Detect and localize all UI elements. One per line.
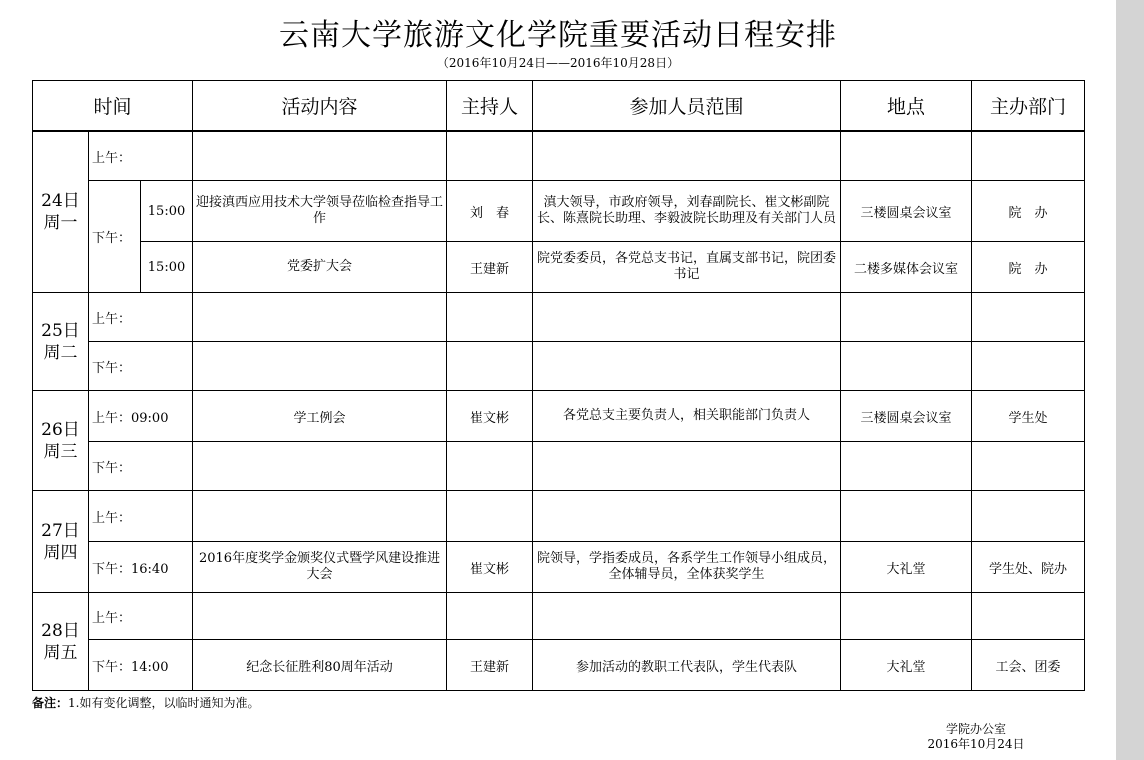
- activity-host: [447, 293, 533, 342]
- header-location: 地点: [841, 81, 972, 132]
- header-department: 主办部门: [972, 81, 1085, 132]
- activity-participants: [533, 491, 841, 542]
- day-date: 28日: [41, 620, 80, 641]
- day-weekday: 周二: [43, 342, 78, 363]
- activity-department: 院 办: [972, 181, 1085, 242]
- schedule-table: [32, 80, 1085, 691]
- day-weekday: 周五: [43, 642, 78, 663]
- remark: [32, 694, 259, 711]
- activity-location: [841, 293, 972, 342]
- date-range-subtitle: （2016年10月24日——2016年10月28日）: [436, 56, 680, 70]
- morning-label: 上午：: [89, 293, 193, 342]
- activity-content: 纪念长征胜利80周年活动: [193, 640, 447, 691]
- day-date: 27日: [41, 520, 80, 541]
- activity-department: 学生处、院办: [972, 542, 1085, 593]
- activity-department: [972, 442, 1085, 491]
- activity-host: 王建新: [447, 242, 533, 293]
- day-date: 26日: [41, 419, 80, 440]
- activity-participants: 各党总支主要负责人，相关职能部门负责人: [533, 391, 841, 442]
- vertical-scrollbar[interactable]: [1116, 0, 1144, 760]
- table-row: [33, 242, 1085, 293]
- activity-host: 崔文彬: [447, 391, 533, 442]
- activity-location: 大礼堂: [841, 640, 972, 691]
- table-row: [33, 593, 1085, 640]
- activity-location: 大礼堂: [841, 542, 972, 593]
- activity-participants: [533, 131, 841, 181]
- remark-text: 1.如有变化调整，以临时通知为准。: [68, 696, 260, 710]
- table-row: [33, 391, 1085, 442]
- activity-host: [447, 593, 533, 640]
- activity-participants: [533, 593, 841, 640]
- activity-participants: 参加活动的教职工代表队，学生代表队: [533, 640, 841, 691]
- activity-content: [193, 491, 447, 542]
- morning-label: 上午：: [89, 593, 193, 640]
- issuing-office: 学院办公室: [945, 722, 1006, 736]
- activity-department: [972, 491, 1085, 542]
- day-weekday: 周四: [43, 542, 78, 563]
- activity-content: [193, 442, 447, 491]
- activity-host: 崔文彬: [447, 542, 533, 593]
- activity-participants: [533, 342, 841, 391]
- day-cell: [33, 491, 89, 593]
- activity-department: [972, 593, 1085, 640]
- table-row: [33, 181, 1085, 242]
- table-row: [33, 342, 1085, 391]
- afternoon-label: 下午：14:00: [89, 640, 193, 691]
- activity-location: 三楼圆桌会议室: [841, 181, 972, 242]
- activity-host: [447, 342, 533, 391]
- activity-participants: 滇大领导，市政府领导，刘春副院长、崔文彬副院长、陈熹院长助理、李毅波院长助理及有关部门人员: [533, 181, 841, 242]
- activity-location: 二楼多媒体会议室: [841, 242, 972, 293]
- table-row: [33, 442, 1085, 491]
- afternoon-label: 下午：16:40: [89, 542, 193, 593]
- page-title: 云南大学旅游文化学院重要活动日程安排: [279, 18, 837, 53]
- remark-label: 备注：: [32, 696, 69, 710]
- activity-department: [972, 342, 1085, 391]
- day-date: 25日: [41, 320, 80, 341]
- activity-time: 15:00: [141, 181, 193, 242]
- day-cell: [33, 593, 89, 691]
- activity-department: 工会、团委: [972, 640, 1085, 691]
- activity-content: [193, 593, 447, 640]
- day-date: 24日: [41, 191, 80, 211]
- morning-label: 上午：: [89, 491, 193, 542]
- morning-label: 上午：09:00: [89, 391, 193, 442]
- activity-time: 15:00: [141, 242, 193, 293]
- activity-content: 迎接滇西应用技术大学领导莅临检查指导工作: [193, 181, 447, 242]
- activity-department: [972, 131, 1085, 181]
- activity-content: 2016年度奖学金颁奖仪式暨学风建设推进大会: [193, 542, 447, 593]
- activity-content: [193, 131, 447, 181]
- activity-participants: [533, 293, 841, 342]
- header-row: [33, 81, 1085, 132]
- activity-host: 王建新: [447, 640, 533, 691]
- activity-host: [447, 491, 533, 542]
- activity-location: [841, 491, 972, 542]
- activity-location: [841, 593, 972, 640]
- header-time: 时间: [33, 81, 193, 132]
- header-content: 活动内容: [193, 81, 447, 132]
- header-host: 主持人: [447, 81, 533, 132]
- day-cell: [33, 293, 89, 391]
- activity-host: [447, 131, 533, 181]
- day-weekday: 周三: [43, 441, 78, 462]
- activity-location: [841, 131, 972, 181]
- signature-block: [896, 722, 1056, 752]
- activity-content: [193, 342, 447, 391]
- day-cell: [33, 391, 89, 491]
- day-weekday: 周一: [43, 213, 78, 233]
- activity-host: [447, 442, 533, 491]
- activity-department: 院 办: [972, 242, 1085, 293]
- header-participants: 参加人员范围: [533, 81, 841, 132]
- table-row: [33, 131, 1085, 181]
- activity-host: 刘 春: [447, 181, 533, 242]
- activity-location: [841, 342, 972, 391]
- table-row: [33, 491, 1085, 542]
- activity-content: 党委扩大会: [193, 242, 447, 293]
- activity-location: 三楼圆桌会议室: [841, 391, 972, 442]
- table-row: [33, 640, 1085, 691]
- afternoon-label: 下午：: [89, 181, 141, 293]
- activity-department: [972, 293, 1085, 342]
- activity-content: [193, 293, 447, 342]
- table-row: [33, 293, 1085, 342]
- activity-content: 学工例会: [193, 391, 447, 442]
- activity-participants: 院领导，学指委成员，各系学生工作领导小组成员，全体辅导员，全体获奖学生: [533, 542, 841, 593]
- afternoon-label: 下午：: [89, 442, 193, 491]
- activity-location: [841, 442, 972, 491]
- morning-label: 上午：: [89, 131, 193, 181]
- issue-date: 2016年10月24日: [927, 737, 1025, 751]
- afternoon-label: 下午：: [89, 342, 193, 391]
- day-cell: [33, 131, 89, 293]
- activity-department: 学生处: [972, 391, 1085, 442]
- table-row: [33, 542, 1085, 593]
- activity-participants: 院党委委员，各党总支书记，直属支部书记，院团委书记: [533, 242, 841, 293]
- activity-participants: [533, 442, 841, 491]
